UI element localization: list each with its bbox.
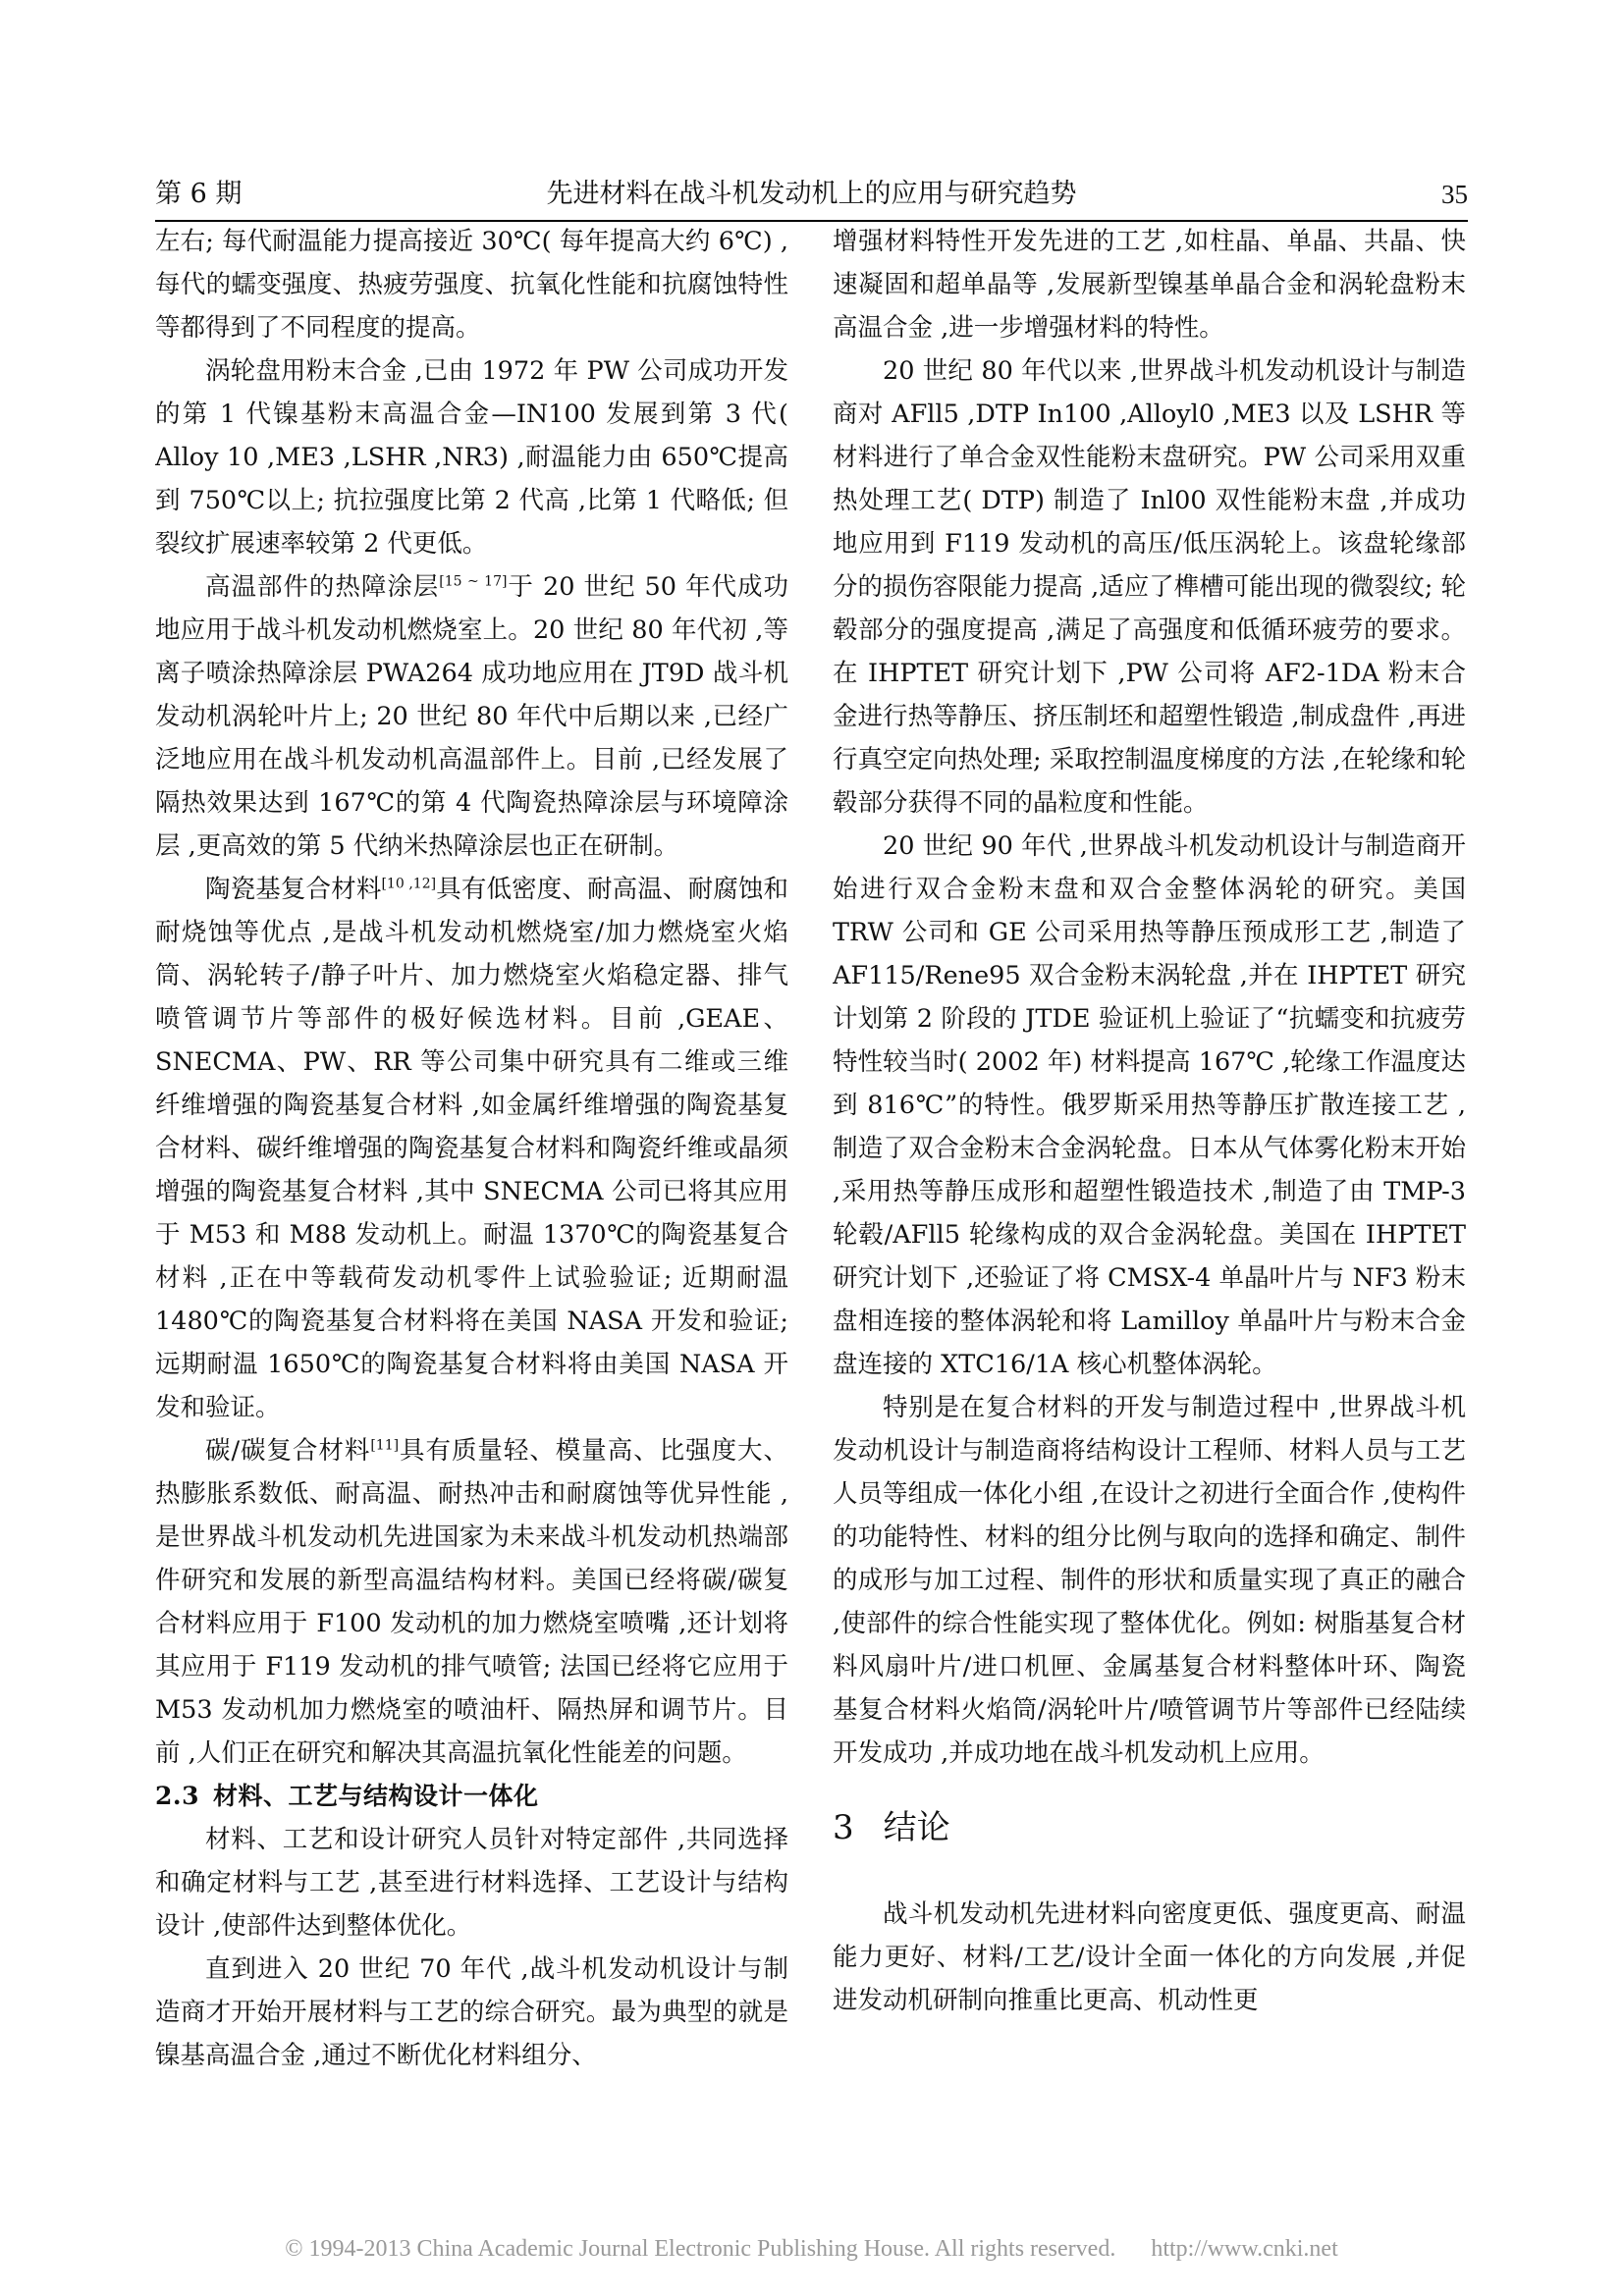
left-column [155, 220, 788, 2144]
subsection-title: 材料、工艺与结构设计一体化 [213, 1782, 539, 1810]
paragraph-text: 具有质量轻、模量高、比强度大、热膨胀系数低、耐高温、耐热冲击和耐腐蚀等优异性能 ,是世界战斗机发动机先进国家为未来战斗机发动机热端部件研究和发展的新型高温结构材料。美国已经将碳/碳复合材料应用于 F100 发动机的加力燃烧室喷嘴 ,还计划将其应用于 F119 发动机的排气喷管; 法国已经将它应用于 M53 发动机加力燃烧室的喷油杆、隔热屏和调节片。目前 ,人们正在研究和解决其高温抗氧化性能差的问题。 [155, 1436, 788, 1768]
paragraph-text: 碳/碳复合材料 [205, 1436, 371, 1466]
subsection-number: 2.3 [155, 1782, 199, 1810]
paragraph [155, 868, 788, 1429]
paragraph: 增强材料特性开发先进的工艺 ,如柱晶、单晶、共晶、快速凝固和超单晶等 ,发展新型镍基单晶合金和涡轮盘粉末高温合金 ,进一步增强材料的特性。 [833, 227, 1466, 343]
paragraph-text: 具有低密度、耐高温、耐腐蚀和耐烧蚀等优点 ,是战斗机发动机燃烧室/加力燃烧室火焰筒、涡轮转子/静子叶片、加力燃烧室火焰稳定器、排气喷管调节片等部件的极好候选材料。目前 ,GEAE、SNECMA、PW、RR 等公司集中研究具有二维或三维纤维增强的陶瓷基复合材料 ,如金属纤维增强的陶瓷基复合材料、碳纤维增强的陶瓷基复合材料和陶瓷纤维或晶须增强的陶瓷基复合材料 ,其中 SNECMA 公司已将其应用于 M53 和 M88 发动机上。耐温 1370℃的陶瓷基复合材料 ,正在中等载荷发动机零件上试验验证; 近期耐温 1480℃的陶瓷基复合材料将在美国 NASA 开发和验证; 远期耐温 1650℃的陶瓷基复合材料将由美国 NASA 开发和验证。 [155, 875, 788, 1422]
paragraph [155, 1429, 788, 1775]
paragraph-text: 陶瓷基复合材料 [205, 875, 382, 904]
paragraph-text: 于 20 世纪 50 年代成功地应用于战斗机发动机燃烧室上。20 世纪 80 年代初 ,等离子喷涂热障涂层 PWA264 成功地应用在 JT9D 战斗机发动机涡轮叶片上; 20 世纪 80 年代中后期以来 ,已经广泛地应用在战斗机发动机高温部件上。目前 ,已经发展了隔热效果达到 167℃的第 4 代陶瓷热障涂层与环境障涂层 ,更高效的第 5 代纳米热障涂层也正在研制。 [155, 572, 788, 861]
citation-ref: [10 ,12] [381, 876, 437, 892]
paragraph: 涡轮盘用粉末合金 ,已由 1972 年 PW 公司成功开发的第 1 代镍基粉末高温合金—IN100 发展到第 3 代( Alloy 10 ,ME3 ,LSHR ,NR3) ,耐温能力由 650℃提高到 750℃以上; 抗拉强度比第 2 代高 ,比第 1 代略低; 但裂纹扩展速率较第 2 代更低。 [155, 356, 788, 559]
paragraph: 特别是在复合材料的开发与制造过程中 ,世界战斗机发动机设计与制造商将结构设计工程师、材料人员与工艺人员等组成一体化小组 ,在设计之初进行全面合作 ,使构件的功能特性、材料的组分比例与取向的选择和确定、制件的成形与加工过程、制件的形状和质量实现了真正的融合 ,使部件的综合性能实现了整体优化。例如: 树脂基复合材料风扇叶片/进口机匣、金属基复合材料整体叶环、陶瓷基复合材料火焰筒/涡轮叶片/喷管调节片等部件已经陆续开发成功 ,并成功地在战斗机发动机上应用。 [833, 1393, 1466, 1768]
citation-ref: [15 ~ 17] [439, 573, 508, 590]
section-number: 3 [833, 1808, 854, 1847]
paragraph: 材料、工艺和设计研究人员针对特定部件 ,共同选择和确定材料与工艺 ,甚至进行材料选择、工艺设计与结构设计 ,使部件达到整体优化。 [155, 1825, 788, 1941]
paragraph: 20 世纪 90 年代 ,世界战斗机发动机设计与制造商开始进行双合金粉末盘和双合金整体涡轮的研究。美国 TRW 公司和 GE 公司采用热等静压预成形工艺 ,制造了 AF115/Rene95 双合金粉末涡轮盘 ,并在 IHPTET 研究计划第 2 阶段的 JTDE 验证机上验证了“抗蠕变和抗疲劳特性较当时( 2002 年) 材料提高 167℃ ,轮缘工作温度达到 816℃”的特性。俄罗斯采用热等静压扩散连接工艺 ,制造了双合金粉末合金涡轮盘。日本从气体雾化粉末开始 ,采用热等静压成形和超塑性锻造技术 ,制造了由 TMP-3 轮毂/AFll5 轮缘构成的双合金涡轮盘。美国在 IHPTET 研究计划下 ,还验证了将 CMSX-4 单晶叶片与 NF3 粉末盘相连接的整体涡轮和将 Lamilloy 单晶叶片与粉末合金盘连接的 XTC16/1A 核心机整体涡轮。 [833, 831, 1466, 1379]
issue-label: 第 6 期 [155, 179, 243, 209]
section-title: 结论 [883, 1808, 950, 1847]
paragraph: 战斗机发动机先进材料向密度更低、强度更高、耐温能力更好、材料/工艺/设计全面一体化的方向发展 ,并促进发动机研制向推重比更高、机动性更 [833, 1899, 1466, 2015]
section-heading [833, 1802, 1466, 1853]
copyright-footer [0, 2236, 1623, 2263]
footer-url: http://www.cnki.net [1151, 2236, 1338, 2262]
running-title: 先进材料在战斗机发动机上的应用与研究趋势 [546, 179, 1077, 209]
right-column [833, 220, 1466, 2144]
paragraph [155, 565, 788, 868]
page-number: 35 [1441, 180, 1468, 209]
running-header [155, 173, 1468, 222]
paragraph-text: 高温部件的热障涂层 [205, 572, 440, 602]
copyright-text: © 1994-2013 China Academic Journal Electronic Publishing House. All rights reserved. [285, 2236, 1116, 2262]
paragraph: 20 世纪 80 年代以来 ,世界战斗机发动机设计与制造商对 AFll5 ,DTP In100 ,Alloyl0 ,ME3 以及 LSHR 等材料进行了单合金双性能粉末盘研究。PW 公司采用双重热处理工艺( DTP) 制造了 Inl00 双性能粉末盘 ,并成功地应用到 F119 发动机的高压/低压涡轮上。该盘轮缘部分的损伤容限能力提高 ,适应了榫槽可能出现的微裂纹; 轮毂部分的强度提高 ,满足了高强度和低循环疲劳的要求。在 IHPTET 研究计划下 ,PW 公司将 AF2-1DA 粉末合金进行热等静压、挤压制坯和超塑性锻造 ,制成盘件 ,再进行真空定向热处理; 采取控制温度梯度的方法 ,在轮缘和轮毂部分获得不同的晶粒度和性能。 [833, 356, 1466, 818]
paragraph: 左右; 每代耐温能力提高接近 30℃( 每年提高大约 6℃) ,每代的蠕变强度、热疲劳强度、抗氧化性能和抗腐蚀特性等都得到了不同程度的提高。 [155, 227, 788, 343]
paragraph: 直到进入 20 世纪 70 年代 ,战斗机发动机设计与制造商才开始开展材料与工艺的综合研究。最为典型的就是镍基高温合金 ,通过不断优化材料组分、 [155, 1954, 788, 2070]
citation-ref: [11] [370, 1437, 400, 1454]
subsection-heading [155, 1775, 788, 1818]
